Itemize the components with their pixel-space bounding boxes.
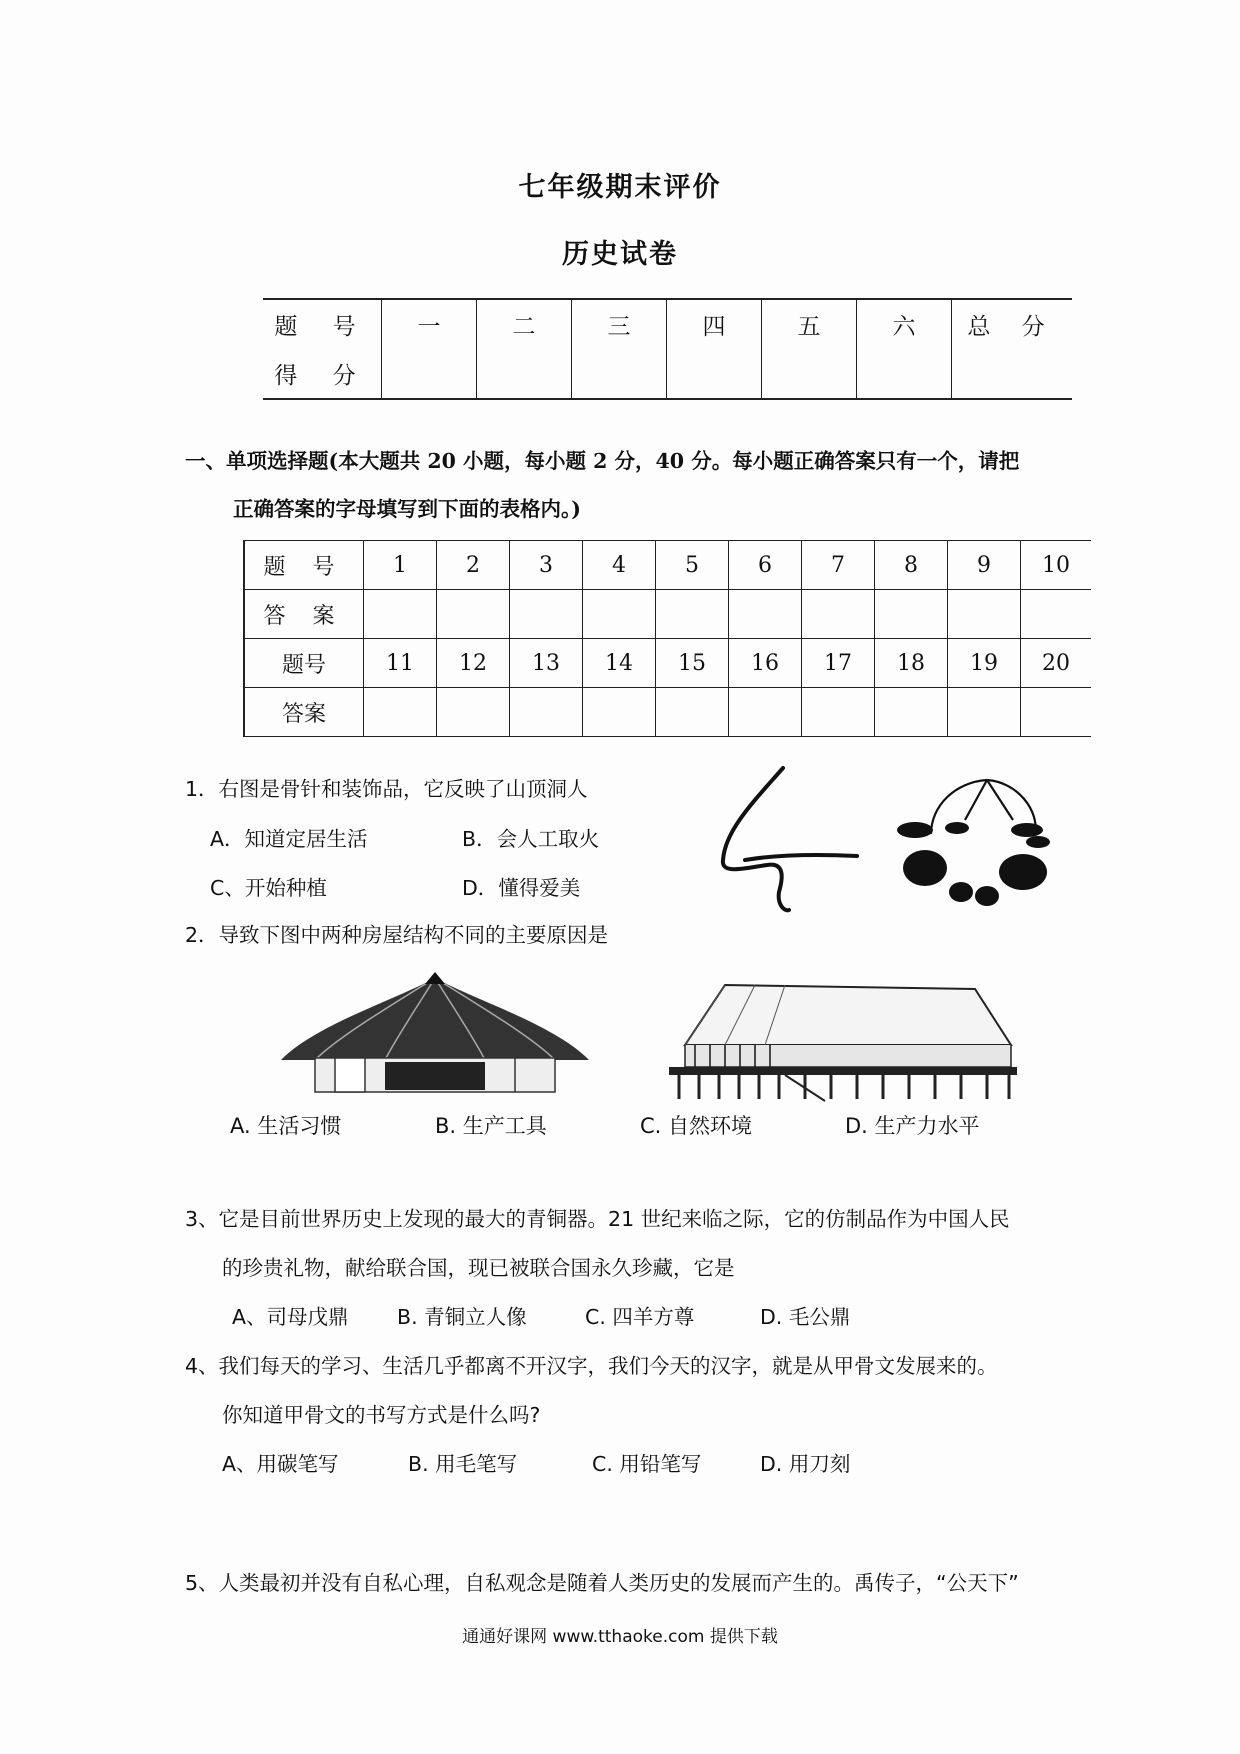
answer-number-row-2 xyxy=(244,639,1091,688)
question-number: 16 xyxy=(729,639,802,688)
answer-cell[interactable] xyxy=(875,590,948,639)
answer-cell[interactable] xyxy=(1021,688,1092,737)
answer-number-row-1 xyxy=(244,541,1091,590)
score-cell[interactable] xyxy=(857,349,952,399)
question-number: 3 xyxy=(510,541,583,590)
question-number: 7 xyxy=(802,541,875,590)
answer-cell[interactable] xyxy=(583,590,656,639)
answer-cell[interactable] xyxy=(948,590,1021,639)
score-col-1: 一 xyxy=(382,299,477,349)
question-number: 6 xyxy=(729,541,802,590)
question-2-option-b[interactable]: B. 生产工具 xyxy=(435,1114,547,1138)
question-4-stem-line-1: 4、我们每天的学习、生活几乎都离不开汉字，我们今天的汉字，就是从甲骨文发展来的。 xyxy=(185,1354,998,1378)
footer-download-note: 通通好课网 www.tthaoke.com 提供下载 xyxy=(462,1627,778,1647)
question-2-option-a[interactable]: A. 生活习惯 xyxy=(230,1114,342,1138)
question-4-option-a[interactable]: A、用碳笔写 xyxy=(222,1452,339,1476)
answer-cell[interactable] xyxy=(583,688,656,737)
answer-cell[interactable] xyxy=(729,688,802,737)
answer-cell[interactable] xyxy=(802,688,875,737)
score-col-4: 四 xyxy=(667,299,762,349)
question-number: 15 xyxy=(656,639,729,688)
score-row1-label: 题 号 xyxy=(263,299,382,349)
question-number: 8 xyxy=(875,541,948,590)
answer-cell[interactable] xyxy=(1021,590,1092,639)
question-1-option-c[interactable]: C、开始种植 xyxy=(210,876,327,900)
question-1-option-d[interactable]: D．懂得爱美 xyxy=(462,876,581,900)
question-number: 10 xyxy=(1021,541,1092,590)
answer-cell[interactable] xyxy=(437,688,510,737)
question-1-option-a[interactable]: A．知道定居生活 xyxy=(210,827,368,851)
question-5-stem-line-1: 5、人类最初并没有自私心理，自私观念是随着人类历史的发展而产生的。禹传子，“公天下” xyxy=(185,1571,1019,1595)
answer-cell[interactable] xyxy=(510,590,583,639)
stilt-house-illustration xyxy=(655,975,1025,1105)
answer-cell[interactable] xyxy=(948,688,1021,737)
round-hut-illustration xyxy=(275,970,595,1100)
answer-row2-label: 答 案 xyxy=(244,590,364,639)
answer-cell[interactable] xyxy=(364,590,437,639)
score-cell[interactable] xyxy=(667,349,762,399)
score-row2-label: 得 分 xyxy=(263,349,382,399)
question-number: 11 xyxy=(364,639,437,688)
question-1-option-b[interactable]: B．会人工取火 xyxy=(462,827,600,851)
question-number: 13 xyxy=(510,639,583,688)
answer-cell[interactable] xyxy=(802,590,875,639)
score-cell-total[interactable] xyxy=(952,349,1073,399)
score-cell[interactable] xyxy=(477,349,572,399)
score-cell[interactable] xyxy=(762,349,857,399)
question-number: 19 xyxy=(948,639,1021,688)
question-3-option-c[interactable]: C. 四羊方尊 xyxy=(585,1305,695,1329)
section-1-line-2: 正确答案的字母填写到下面的表格内。) xyxy=(233,497,581,521)
answer-row-2 xyxy=(244,688,1091,737)
exam-title: 七年级期末评价 xyxy=(518,172,722,203)
question-3-stem-line-1: 3、它是目前世界历史上发现的最大的青铜器。21 世纪来临之际，它的仿制品作为中国人民 xyxy=(185,1207,1010,1231)
question-2-option-d[interactable]: D. 生产力水平 xyxy=(845,1114,980,1138)
answer-cell[interactable] xyxy=(729,590,802,639)
answer-cell[interactable] xyxy=(437,590,510,639)
answer-table xyxy=(243,540,1091,737)
question-number: 9 xyxy=(948,541,1021,590)
answer-row4-label: 答案 xyxy=(244,688,364,737)
section-1-instructions xyxy=(185,437,1065,533)
answer-cell[interactable] xyxy=(364,688,437,737)
answer-row-1 xyxy=(244,590,1091,639)
score-col-2: 二 xyxy=(477,299,572,349)
necklace-ornament-illustration xyxy=(895,770,1065,910)
score-cell[interactable] xyxy=(382,349,477,399)
score-table xyxy=(263,298,1072,400)
question-1-stem: 1．右图是骨针和装饰品，它反映了山顶洞人 xyxy=(185,777,588,801)
answer-cell[interactable] xyxy=(656,590,729,639)
question-number: 18 xyxy=(875,639,948,688)
question-4-option-b[interactable]: B. 用毛笔写 xyxy=(408,1452,518,1476)
question-3-stem-line-2: 的珍贵礼物，献给联合国，现已被联合国永久珍藏，它是 xyxy=(222,1256,735,1280)
score-cell[interactable] xyxy=(572,349,667,399)
score-col-total: 总 分 xyxy=(952,299,1073,349)
question-number: 2 xyxy=(437,541,510,590)
question-4-option-d[interactable]: D. 用刀刻 xyxy=(760,1452,851,1476)
answer-cell[interactable] xyxy=(875,688,948,737)
answer-cell[interactable] xyxy=(656,688,729,737)
question-2-option-c[interactable]: C. 自然环境 xyxy=(640,1114,753,1138)
question-number: 20 xyxy=(1021,639,1092,688)
score-table-header-row xyxy=(263,299,1072,349)
question-number: 14 xyxy=(583,639,656,688)
question-number: 12 xyxy=(437,639,510,688)
question-number: 1 xyxy=(364,541,437,590)
answer-row3-label: 题号 xyxy=(244,639,364,688)
question-4-stem-line-2: 你知道甲骨文的书写方式是什么吗? xyxy=(222,1403,541,1427)
question-2-stem: 2．导致下图中两种房屋结构不同的主要原因是 xyxy=(185,923,609,947)
score-col-5: 五 xyxy=(762,299,857,349)
answer-row1-label: 题 号 xyxy=(244,541,364,590)
question-3-option-d[interactable]: D. 毛公鼎 xyxy=(760,1305,851,1329)
score-table-score-row xyxy=(263,349,1072,399)
question-number: 17 xyxy=(802,639,875,688)
score-col-3: 三 xyxy=(572,299,667,349)
bone-needle-illustration xyxy=(705,760,885,920)
section-1-line-1: 一、单项选择题(本大题共 20 小题，每小题 2 分，40 分。每小题正确答案只有一个，请把 xyxy=(185,449,1020,473)
question-3-option-b[interactable]: B. 青铜立人像 xyxy=(397,1305,527,1329)
score-col-6: 六 xyxy=(857,299,952,349)
question-number: 4 xyxy=(583,541,656,590)
exam-subtitle: 历史试卷 xyxy=(562,239,678,270)
question-number: 5 xyxy=(656,541,729,590)
question-4-option-c[interactable]: C. 用铅笔写 xyxy=(592,1452,702,1476)
question-3-option-a[interactable]: A、司母戊鼎 xyxy=(232,1305,349,1329)
answer-cell[interactable] xyxy=(510,688,583,737)
